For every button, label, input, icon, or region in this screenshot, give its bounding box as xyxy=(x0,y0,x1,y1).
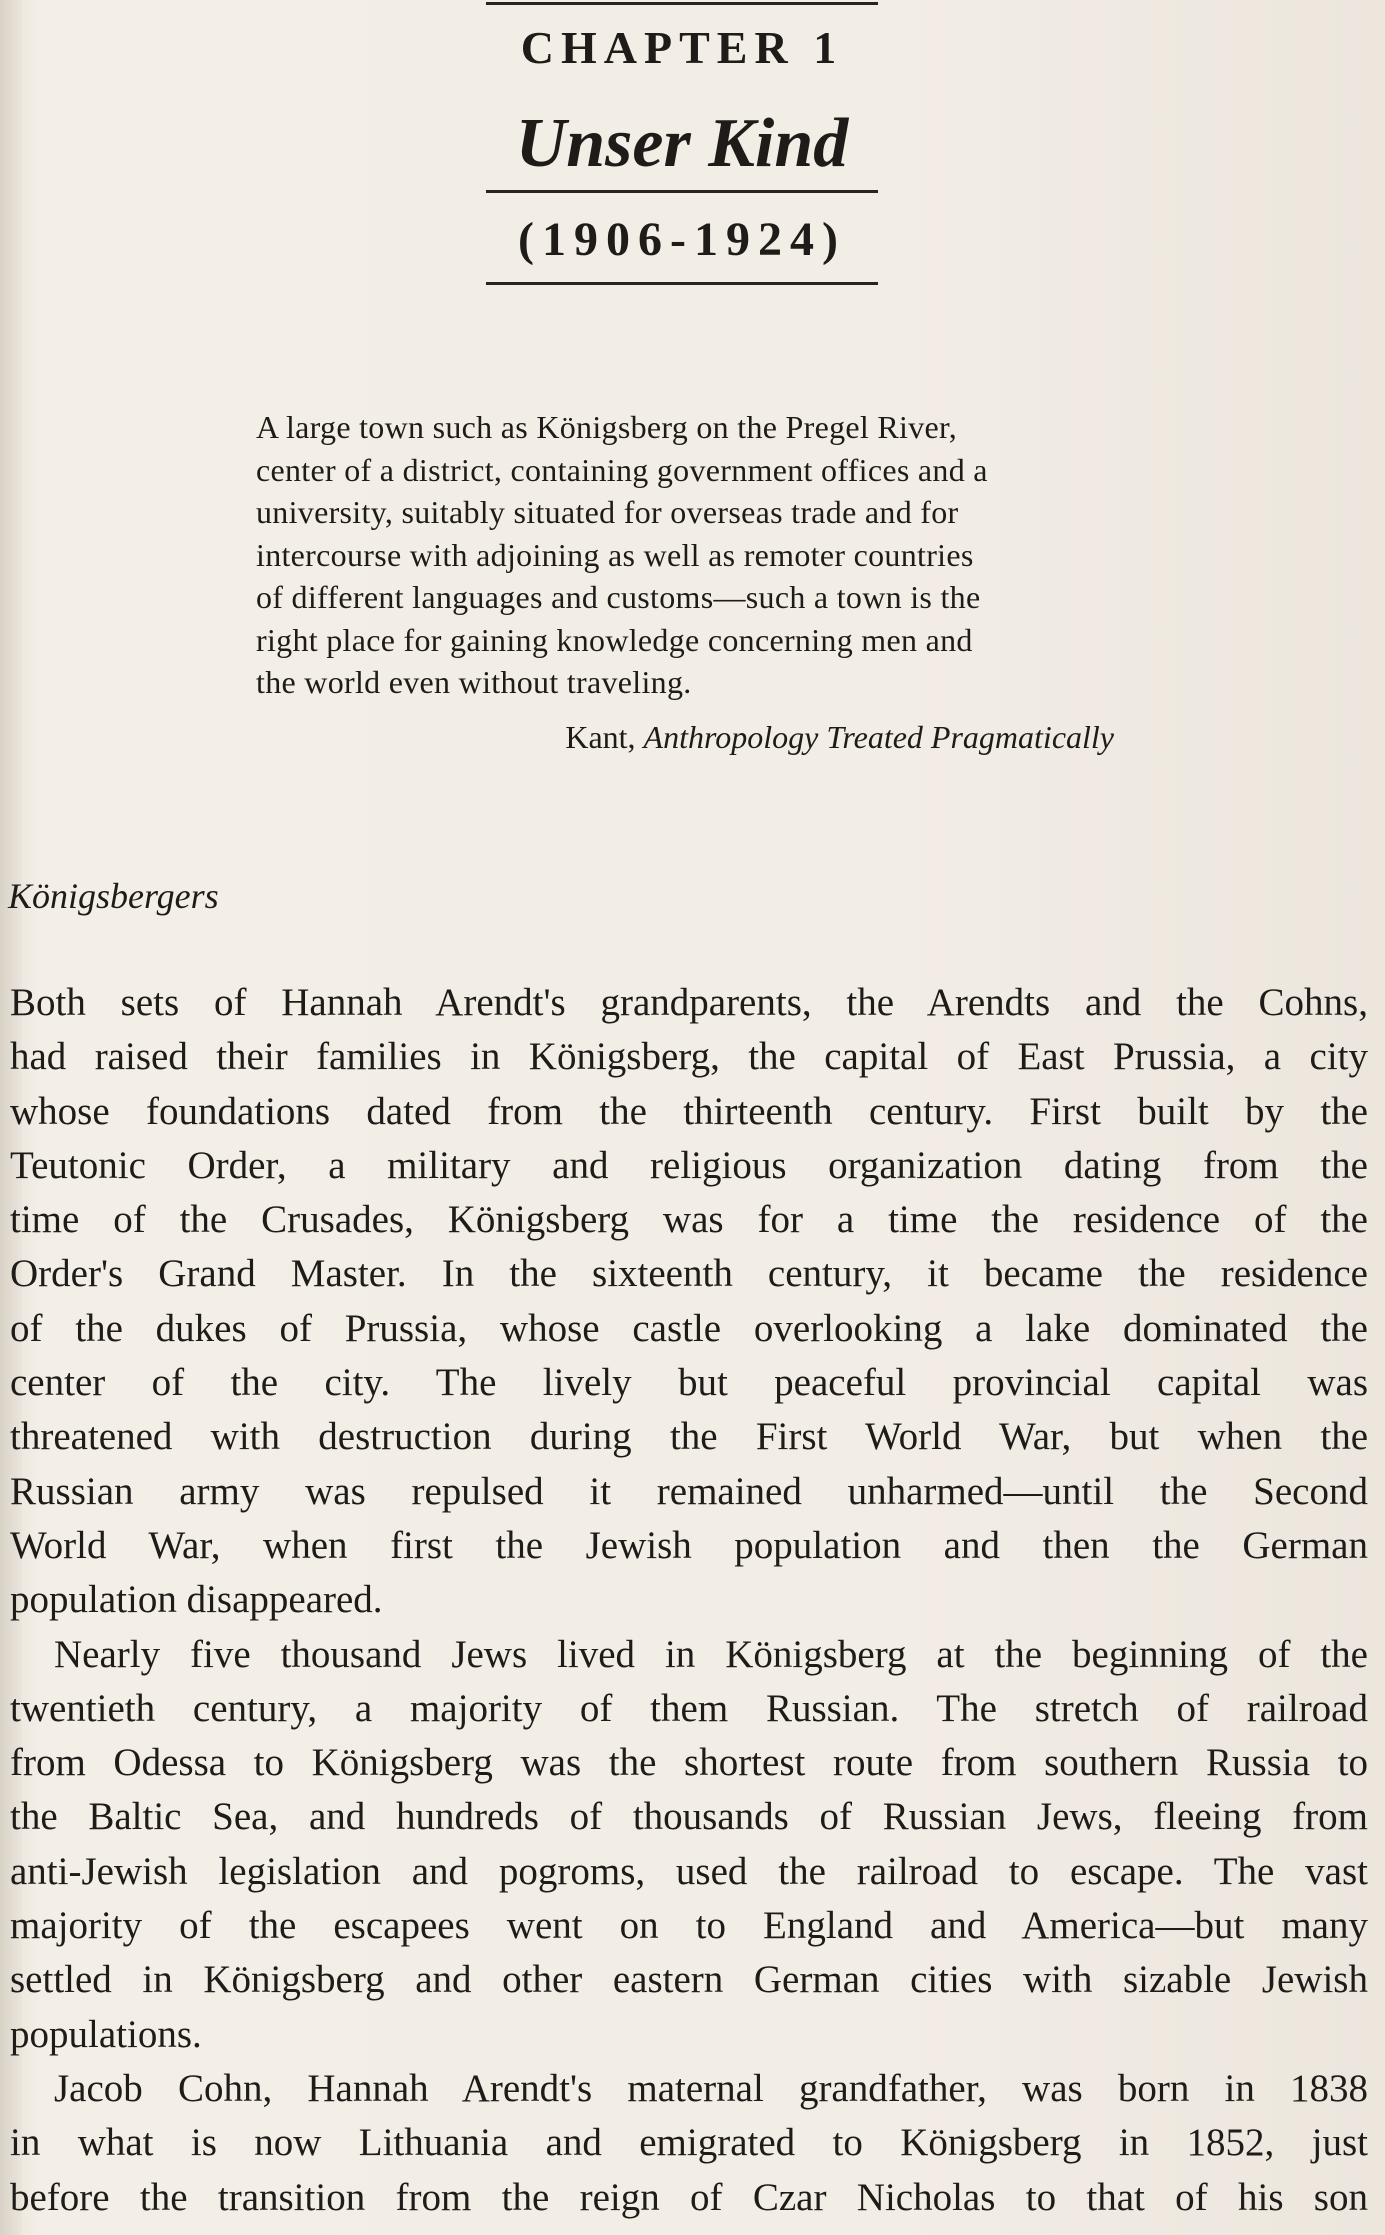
attribution-author: Kant, xyxy=(565,719,636,755)
body-line: center of the city. The lively but peaceful provincial capital was xyxy=(10,1361,1368,1405)
body-line: from Odessa to Königsberg was the shortest route from southern Russia to xyxy=(10,1741,1368,1785)
body-line: before the transition from the reign of Czar Nicholas to that of his son xyxy=(10,2175,1368,2219)
epigraph-line: A large town such as Königsberg on the Pregel River, xyxy=(256,409,958,445)
chapter-years: (1906-1924) xyxy=(518,213,846,266)
body-line: threatened with destruction during the First World War, but when the xyxy=(10,1415,1368,1459)
body-line: World War, when first the Jewish population and then the German xyxy=(10,1523,1368,1567)
epigraph xyxy=(256,406,1116,704)
middle-rule xyxy=(486,190,878,193)
body-line: twentieth century, a majority of them Russian. The stretch of railroad xyxy=(10,1686,1368,1730)
body-text xyxy=(10,976,1368,2225)
body-line: Russian army was repulsed it remained unharmed—until the Second xyxy=(10,1469,1368,1513)
section-heading: Königsbergers xyxy=(8,876,219,916)
epigraph-line: center of a district, containing government offices and a xyxy=(256,451,988,488)
body-line: population disappeared. xyxy=(10,1578,383,1622)
attribution-work: Anthropology Treated Pragmatically xyxy=(643,719,1114,755)
epigraph-line: intercourse with adjoining as well as remoter countries xyxy=(256,536,974,573)
body-line: in what is now Lithuania and emigrated to Königsberg in 1852, just xyxy=(10,2121,1368,2165)
body-line: Nearly five thousand Jews lived in Königsberg at the beginning of the xyxy=(54,1632,1368,1676)
body-line: Jacob Cohn, Hannah Arendt's maternal grandfather, was born in 1838 xyxy=(54,2066,1368,2110)
top-rule xyxy=(486,2,878,5)
body-line: time of the Crusades, Königsberg was for a time the residence of the xyxy=(10,1198,1368,1242)
body-line: populations. xyxy=(10,2012,202,2056)
epigraph-line: university, suitably situated for overseas trade and for xyxy=(256,494,959,530)
epigraph-attribution xyxy=(256,716,1114,758)
body-line: settled in Königsberg and other eastern German cities with sizable Jewish xyxy=(10,1958,1368,2002)
epigraph-line: of different languages and customs—such a town is the xyxy=(256,579,981,615)
body-line: Both sets of Hannah Arendt's grandparents, the Arendts and the Cohns, xyxy=(10,981,1368,1024)
body-line: Order's Grand Master. In the sixteenth century, it became the residence xyxy=(10,1252,1368,1296)
body-line: of the dukes of Prussia, whose castle overlooking a lake dominated the xyxy=(10,1306,1368,1350)
body-line: Teutonic Order, a military and religious organization dating from the xyxy=(10,1143,1368,1187)
chapter-title: Unser Kind xyxy=(515,105,849,182)
epigraph-line: the world even without traveling. xyxy=(256,664,692,700)
bottom-rule xyxy=(486,282,878,285)
body-line: had raised their families in Königsberg, the capital of East Prussia, a city xyxy=(10,1035,1368,1079)
body-line: the Baltic Sea, and hundreds of thousands of Russian Jews, fleeing from xyxy=(10,1795,1368,1839)
epigraph-line: right place for gaining knowledge concerning men and xyxy=(256,621,973,658)
body-line: anti-Jewish legislation and pogroms, used the railroad to escape. The vast xyxy=(10,1849,1368,1893)
chapter-label: CHAPTER 1 xyxy=(520,22,844,73)
body-line: majority of the escapees went on to England and America—but many xyxy=(10,1904,1368,1948)
body-line: whose foundations dated from the thirteenth century. First built by the xyxy=(10,1089,1368,1133)
